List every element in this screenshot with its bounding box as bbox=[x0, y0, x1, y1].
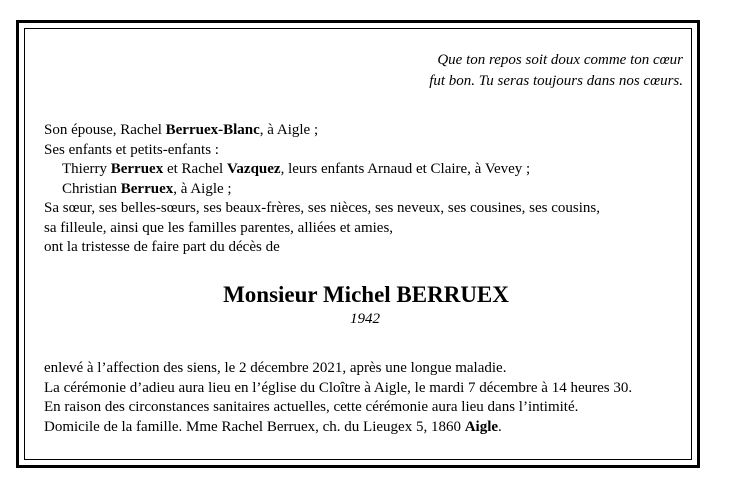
deceased-name: Monsieur Michel BERRUEX bbox=[223, 282, 509, 307]
relatives-line-2: sa filleule, ainsi que les familles parentes, alliées et amies, bbox=[44, 219, 394, 236]
child1-surname: Berruex bbox=[110, 161, 164, 177]
spouse-suffix: , à Aigle ; bbox=[259, 122, 319, 138]
announcement-line: ont la tristesse de faire part du décès de bbox=[44, 239, 280, 255]
domicile-prefix: Domicile de la famille. Mme Rachel Berruex, ch. du Lieugex 5, 1860 bbox=[44, 418, 465, 435]
child-line-1 bbox=[44, 160, 600, 180]
child-line-2 bbox=[44, 180, 600, 200]
domicile-line bbox=[44, 418, 632, 438]
details-line-2: La cérémonie d’adieu aura lieu en l’église du Cloître à Aigle, le mardi 7 décembre à 14 heures 30. bbox=[44, 379, 633, 396]
child1-suffix: , leurs enfants Arnaud et Claire, à Vevey ; bbox=[280, 161, 531, 177]
ceremony-details bbox=[44, 359, 632, 437]
family-list bbox=[44, 121, 600, 258]
epigraph-line-1: Que ton repos soit doux comme ton cœur bbox=[437, 52, 683, 68]
child1-mid: et Rachel bbox=[163, 161, 227, 177]
spouse-prefix: Son épouse, Rachel bbox=[44, 122, 166, 138]
relatives-line-1: Sa sœur, ses belles-sœurs, ses beaux-frères, ses nièces, ses neveux, ses cousines, ses cousins, bbox=[44, 200, 600, 216]
child1-pre: Thierry bbox=[62, 161, 111, 177]
child2-suffix: , à Aigle ; bbox=[173, 180, 232, 197]
spouse-name: Berruex-Blanc bbox=[165, 122, 260, 138]
epigraph-line-2: fut bon. Tu seras toujours dans nos cœurs. bbox=[429, 73, 683, 89]
details-line-1: enlevé à l’affection des siens, le 2 décembre 2021, après une longue maladie. bbox=[44, 360, 507, 376]
domicile-suffix: . bbox=[498, 418, 502, 435]
child2-surname: Berruex bbox=[120, 180, 174, 197]
children-intro: Ses enfants et petits-enfants : bbox=[44, 141, 219, 158]
child2-pre: Christian bbox=[62, 180, 121, 197]
spouse-line bbox=[44, 121, 600, 141]
child1-partner-surname: Vazquez bbox=[226, 161, 281, 177]
domicile-city: Aigle bbox=[464, 418, 499, 435]
birth-year: 1942 bbox=[350, 311, 380, 327]
details-line-3: En raison des circonstances sanitaires actuelles, cette cérémonie aura lieu dans l’intimité. bbox=[44, 399, 579, 415]
epigraph bbox=[429, 50, 683, 92]
